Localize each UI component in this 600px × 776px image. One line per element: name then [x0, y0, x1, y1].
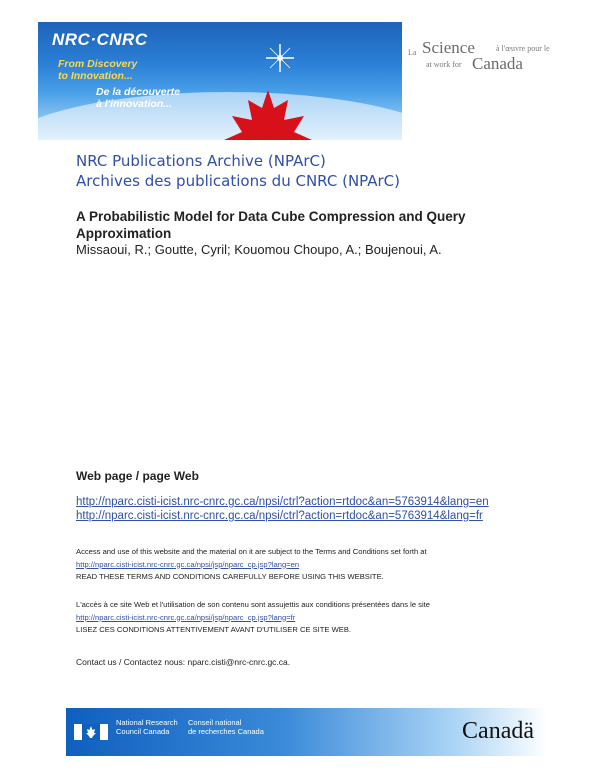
nrc-banner [38, 22, 402, 140]
tagline-en: From Discovery to Innovation... [58, 58, 138, 82]
science-at-work-logo: La Science à l'œuvre pour le at work for Canada [408, 38, 550, 73]
terms-fr-caps: LISEZ CES CONDITIONS ATTENTIVEMENT AVANT D'UTILISER CE SITE WEB. [76, 625, 352, 634]
tagline-fr: De la découverte à l'innovation... [96, 86, 181, 110]
canada-flag-icon [74, 724, 108, 740]
archive-heading-fr: Archives des publications du CNRC (NPArC) [76, 172, 401, 190]
web-links [76, 495, 576, 523]
nrc-logo: NRC·CNRC [52, 30, 148, 49]
paper-authors: Missaoui, R.; Goutte, Cyril; Kouomou Choupo, A.; Boujenoui, A. [76, 242, 442, 257]
terms-en [76, 546, 586, 584]
terms-fr-text: L'accès à ce site Web et l'utilisation de son contenu sont assujettis aux conditions présentées dans le site [76, 600, 430, 609]
link-french[interactable]: http://nparc.cisti-icist.nrc-cnrc.gc.ca/npsi/ctrl?action=rtdoc&an=5763914&lang=fr [76, 510, 483, 522]
canada-wordmark: Canadä [462, 718, 534, 744]
terms-en-caps: READ THESE TERMS AND CONDITIONS CAREFULLY BEFORE USING THIS WEBSITE. [76, 572, 384, 581]
archive-heading-en: NRC Publications Archive (NPArC) [76, 152, 326, 170]
link-english[interactable]: http://nparc.cisti-icist.nrc-cnrc.gc.ca/npsi/ctrl?action=rtdoc&an=5763914&lang=en [76, 496, 489, 508]
contact-line: Contact us / Contactez nous: nparc.cisti@nrc-cnrc.gc.ca. [76, 657, 291, 667]
terms-en-link[interactable]: http://nparc.cisti-icist.nrc-cnrc.gc.ca/npsi/jsp/nparc_cp.jsp?lang=en [76, 559, 300, 569]
terms-en-text: Access and use of this website and the material on it are subject to the Terms and Conditions set forth at [76, 547, 427, 556]
paper-title: A Probabilistic Model for Data Cube Compression and Query Approximation [76, 209, 466, 241]
archive-heading [76, 151, 556, 191]
dept-name-fr: Conseil national de recherches Canada [188, 718, 264, 736]
terms-fr [76, 599, 586, 637]
maple-leaf-icon [208, 82, 328, 140]
star-flare-icon [266, 44, 294, 72]
terms-fr-link[interactable]: http://nparc.cisti-icist.nrc-cnrc.gc.ca/npsi/jsp/nparc_cp.jsp?lang=fr [76, 612, 296, 622]
government-footer [66, 708, 548, 756]
dept-name-en: National Research Council Canada [116, 718, 178, 736]
web-page-heading: Web page / page Web [76, 469, 199, 483]
